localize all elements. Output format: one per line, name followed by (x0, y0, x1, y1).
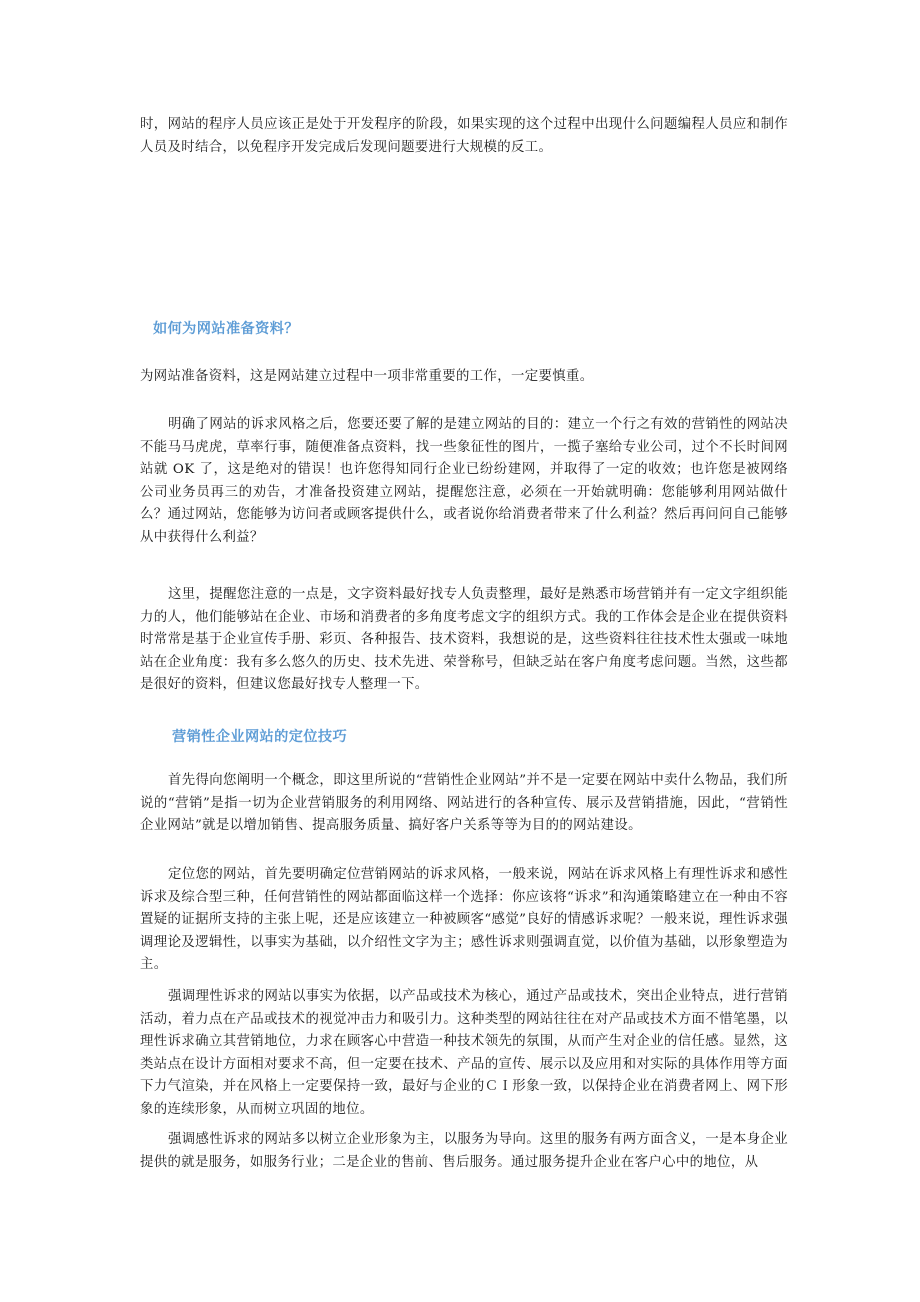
paragraph-website-purpose: 明确了网站的诉求风格之后，您要还要了解的是建立网站的目的：建立一个行之有效的营销性的网站决不能马马虎虎，草率行事，随便准备点资料，找一些象征性的图片，一揽子塞给专业公司，过个不长时间网站就 OK 了，这是绝对的错误！也许您得知同行企业已纷纷建网，并取得了一定的收效；也许您是被网络公司业务员再三的劝告，才准备投资建立网站，提醒您注意，必须在一开始就明确：您能够利用网站做什么？通过网站，您能够为访问者或顾客提供什么，或者说你给消费者带来了什么利益？然后再问问自己能够从中获得什么利益？ (140, 417, 788, 545)
paragraph-intro-continuation: 时，网站的程序人员应该正是处于开发程序的阶段，如果实现的这个过程中出现什么问题编程人员应和制作人员及时结合，以免程序开发完成后发现问题要进行大规模的反工。 (140, 117, 788, 155)
paragraph-appeal-style: 定位您的网站，首先要明确定位营销网站的诉求风格，一般来说，网站在诉求风格上有理性诉求和感性诉求及综合型三种，任何营销性的网站都面临这样一个选择：你应该将“诉求”和沟通策略建立在一种由不容置疑的证据所支持的主张上呢，还是应该建立一种被顾客“感觉”良好的情感诉求呢？一般来说，理性诉求强调理论及逻辑性，以事实为基础，以介绍性文字为主；感性诉求则强调直觉，以价值为基础，以形象塑造为主。 (140, 867, 788, 972)
paragraph-rational-appeal: 强调理性诉求的网站以事实为依据，以产品或技术为核心，通过产品或技术，突出企业特点，进行营销活动，着力点在产品或技术的视觉冲击力和吸引力。这种类型的网站往往在对产品或技术方面不惜笔墨，以理性诉求确立其营销地位，力求在顾客心中营造一种技术领先的氛围，从而产生对企业的信任感。显然，这类站点在设计方面相对要求不高，但一定要在技术、产品的宣传、展示以及应用和对实际的具体作用等方面下力气渲染，并在风格上一定要保持一致，最好与企业的ＣＩ形象一致，以保持企业在消费者网上、网下形象的连续形象，从而树立巩固的地位。 (140, 989, 788, 1117)
paragraph-prepare-lead: 为网站准备资料，这是网站建立过程中一项非常重要的工作，一定要慎重。 (140, 369, 594, 384)
heading-positioning-tips: 营销性企业网站的定位技巧 (172, 729, 348, 745)
paragraph-text-materials: 这里，提醒您注意的一点是，文字资料最好找专人负责整理，最好是熟悉市场营销并有一定文字组织能力的人，他们能够站在企业、市场和消费者的多角度考虑文字的组织方式。我的工作体会是企业在提供资料时常常是基于企业宣传手册、彩页、各种报告、技术资料，我想说的是，这些资料往往技术性太强或一味地站在企业角度：我有多么悠久的历史、技术先进、荣誉称号，但缺乏站在客户角度考虑问题。当然，这些都是很好的资料，但建议您最好找专人整理一下。 (140, 587, 788, 692)
paragraph-emotional-appeal: 强调感性诉求的网站多以树立企业形象为主，以服务为导向。这里的服务有两方面含义，一是本身企业提供的就是服务，如服务行业；二是企业的售前、售后服务。通过服务提升企业在客户心中的地位，从 (140, 1132, 788, 1170)
paragraph-marketing-concept: 首先得向您阐明一个概念，即这里所说的“营销性企业网站”并不是一定要在网站中卖什么物品，我们所说的“营销”是指一切为企业营销服务的利用网络、网站进行的各种宣传、展示及营销措施，因此，“营销性企业网站”就是以增加销售、提高服务质量、搞好客户关系等等为目的的网站建设。 (140, 773, 788, 833)
heading-prepare-materials: 如何为网站准备资料？ (153, 321, 299, 337)
